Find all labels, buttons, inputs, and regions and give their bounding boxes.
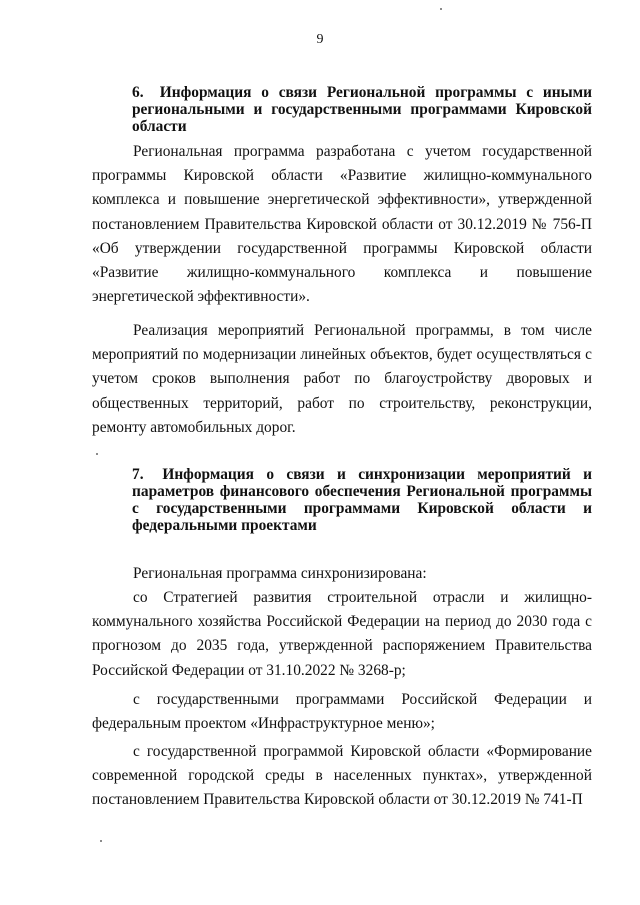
scan-speck (96, 453, 98, 455)
scan-speck (100, 840, 102, 842)
section-7-paragraph-3: с государственными программами Российской Федерации и федеральным проектом «Инфраструктурное меню»; (92, 691, 592, 733)
section-6-paragraph-1: Региональная программа разработана с учетом государственной программы Кировской области «Развитие жилищно-коммунального комплекса и повышение энергетической эффективности», утвержденной постановлением Правительства Кировской области от 30.12.2019 № 756-П «Об утверждении государственной программы Кировской области «Развитие жилищно-коммунального комплекса и повышение энергетической эффективности». (92, 143, 592, 306)
section-7-paragraph-1: Региональная программа синхронизирована: (133, 565, 427, 582)
section-6-title: Информация о связи Региональной программы с иными региональными и государственными программами Кировской области (132, 84, 592, 135)
section-6-number: 6. (132, 84, 144, 101)
section-6-heading (132, 84, 592, 135)
section-7-title: Информация о связи и синхронизации мероприятий и параметров финансового обеспечения Региональной программы с государственными программами Кировской области и федеральными проектами (132, 466, 592, 534)
scan-speck (440, 8, 442, 10)
section-7-number: 7. (132, 466, 144, 483)
section-7-paragraph-2: со Стратегией развития строительной отрасли и жилищно-коммунального хозяйства Российской Федерации на период до 2030 года с прогнозом до 2035 года, утвержденной распоряжением Правительства Российской Федерации от 31.10.2022 № 3268-р; (92, 589, 592, 679)
page-number: 9 (316, 32, 324, 47)
section-6-paragraph-2: Реализация мероприятий Региональной программы, в том числе мероприятий по модернизации линейных объектов, будет осуществляться с учетом сроков выполнения работ по благоустройству дворовых и общественных территорий, работ по строительству, реконструкции, ремонту автомобильных дорог. (92, 322, 592, 436)
section-7-paragraph-4: с государственной программой Кировской области «Формирование современной городской среды в населенных пунктах», утвержденной постановлением Правительства Кировской области от 30.12.2019 № 741-П (92, 743, 592, 809)
section-7-heading (132, 466, 592, 534)
